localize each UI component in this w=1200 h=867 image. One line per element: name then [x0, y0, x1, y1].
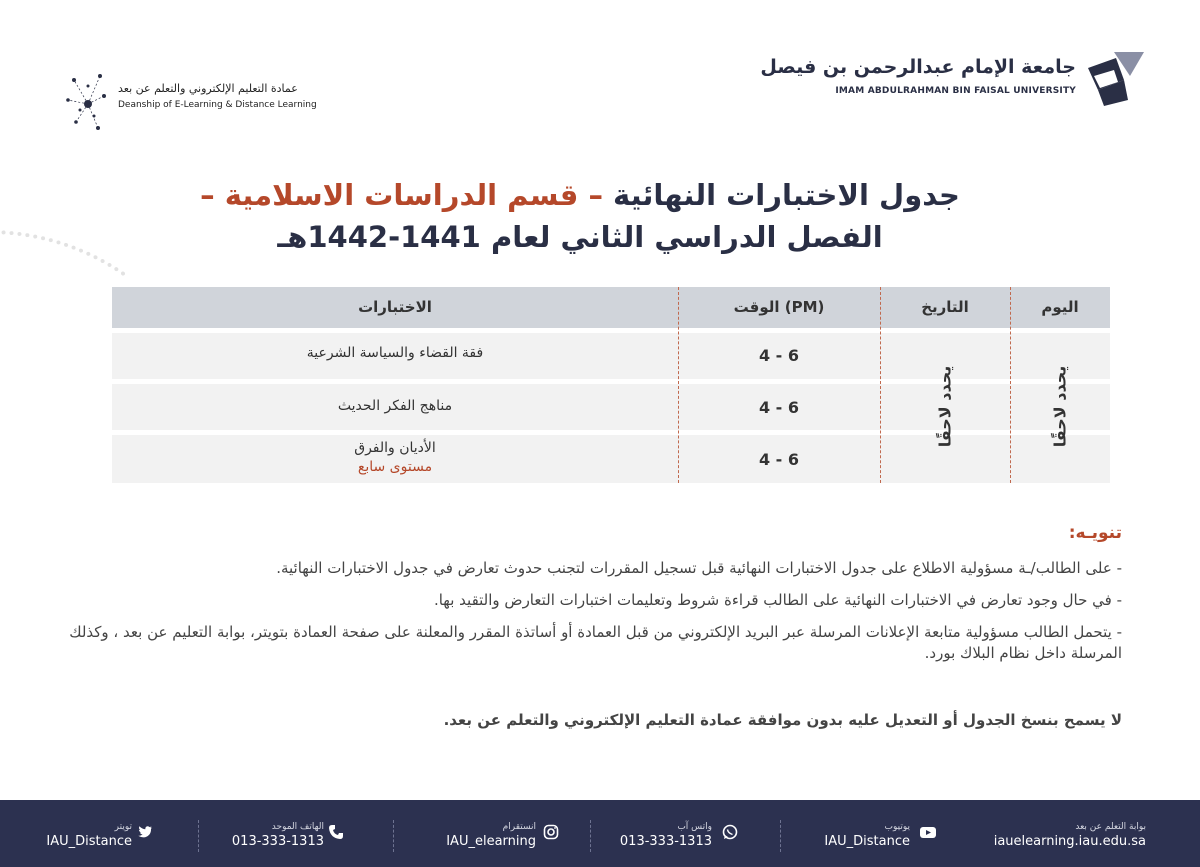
- university-emblem-icon: [1084, 50, 1146, 108]
- header-date: التاريخ: [921, 298, 969, 316]
- header-day: اليوم: [1041, 298, 1079, 316]
- note-item: - يتحمل الطالب مسؤولية متابعة الإعلانات المرسلة عبر البريد الإلكتروني من قبل العمادة أو أساتذة المقرر والمعلنة على صفحة العمادة بتويتر، بوابة التعليم عن بعد ، وكذلك المرسلة داخل نظام البلاك بورد.: [69, 623, 1122, 662]
- footer-phone[interactable]: [214, 822, 324, 852]
- page-title: [150, 178, 1010, 212]
- column-divider: [1010, 287, 1011, 483]
- exam-time: 4 - 6: [758, 398, 800, 417]
- deanship-name-english: Deanship of E-Learning & Distance Learning: [118, 100, 317, 110]
- date-value: يحدد لاحقًا: [935, 365, 955, 448]
- youtube-label: يوتيوب: [884, 822, 910, 832]
- column-divider: [880, 287, 881, 483]
- footer-youtube[interactable]: [800, 822, 910, 852]
- copy-warning: لا يسمح بنسخ الجدول أو التعديل عليه بدون موافقة عمادة التعليم الإلكتروني والتعلم عن بعد.: [443, 711, 1122, 729]
- footer-divider: [590, 820, 591, 852]
- network-dots-icon: [64, 70, 108, 136]
- title-department: – قسم الدراسات الاسلامية –: [200, 178, 603, 212]
- youtube-icon: [920, 824, 936, 840]
- footer-divider: [780, 820, 781, 852]
- instagram-handle[interactable]: IAU_elearning: [446, 834, 536, 849]
- title-main: جدول الاختبارات النهائية: [602, 178, 960, 212]
- portal-label: بوابة التعلم عن بعد: [1075, 822, 1146, 832]
- exam-name: مناهج الفكر الحديث: [337, 398, 453, 414]
- footer-whatsapp[interactable]: [602, 822, 712, 852]
- exam-name: الأديان والفرق: [354, 440, 436, 456]
- day-value: يحدد لاحقًا: [1050, 365, 1070, 448]
- deanship-name-arabic: عمادة التعليم الإلكتروني والتعلم عن بعد: [118, 82, 298, 95]
- portal-link[interactable]: iauelearning.iau.edu.sa: [993, 834, 1146, 849]
- instagram-icon: [543, 824, 559, 840]
- note-item: - في حال وجود تعارض في الاختبارات النهائية على الطالب قراءة شروط وتعليمات اختبارات التعارض والتقيد بها.: [433, 591, 1122, 609]
- university-name-arabic: جامعة الإمام عبدالرحمن بن فيصل: [760, 56, 1076, 78]
- deanship-logo: [64, 70, 324, 136]
- exam-name: فقة القضاء والسياسة الشرعية: [306, 345, 484, 361]
- footer-portal[interactable]: [956, 822, 1146, 852]
- footer-divider: [198, 820, 199, 852]
- notes-title: تنويـه:: [1068, 523, 1122, 543]
- youtube-handle[interactable]: IAU_Distance: [824, 834, 910, 849]
- exam-time: 4 - 6: [758, 346, 800, 365]
- header-exams: الاختبارات: [358, 298, 432, 316]
- twitter-handle[interactable]: IAU_Distance: [46, 834, 132, 849]
- university-logo: [760, 50, 1146, 108]
- footer-bar: [0, 800, 1200, 867]
- exam-time: 4 - 6: [758, 450, 800, 469]
- whatsapp-icon: [722, 824, 738, 840]
- note-item: - على الطالب/ـة مسؤولية الاطلاع على جدول الاختبارات النهائية قبل تسجيل المقررات لتجنب حدوث تعارض في جدول الاختبارات النهائية.: [276, 559, 1122, 577]
- page-subtitle: الفصل الدراسي الثاني لعام 1441-1442هـ: [277, 220, 883, 254]
- twitter-icon: [137, 824, 153, 840]
- header-time: الوقت (PM): [733, 298, 825, 316]
- exam-level: مستوى سابع: [357, 459, 433, 475]
- phone-label: الهاتف الموحد: [271, 822, 324, 832]
- footer-instagram[interactable]: [416, 822, 536, 852]
- phone-icon: [328, 824, 344, 840]
- footer-twitter[interactable]: [32, 822, 132, 852]
- phone-number[interactable]: 013-333-1313: [231, 834, 324, 849]
- whatsapp-number[interactable]: 013-333-1313: [619, 834, 712, 849]
- twitter-label: تويتر: [114, 822, 132, 832]
- exam-schedule-table: [112, 287, 1110, 483]
- instagram-label: انستقرام: [502, 822, 536, 832]
- university-name-english: IMAM ABDULRAHMAN BIN FAISAL UNIVERSITY: [835, 86, 1076, 96]
- whatsapp-label: واتس آب: [677, 822, 712, 832]
- footer-divider: [393, 820, 394, 852]
